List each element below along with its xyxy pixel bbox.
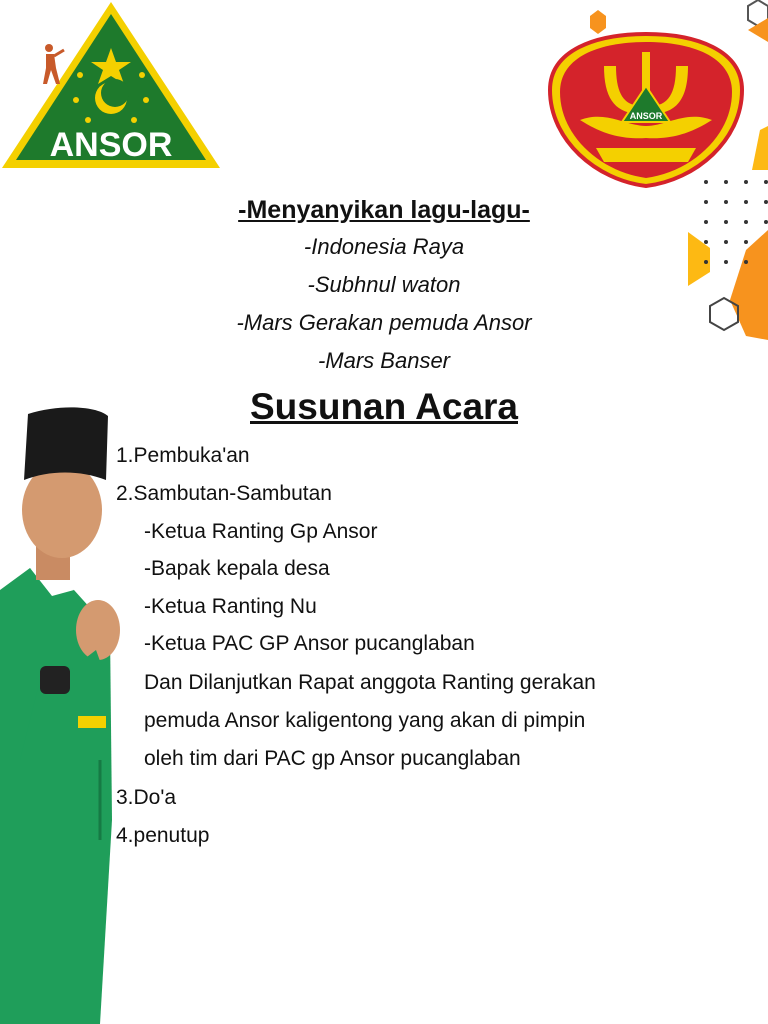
- song-item: -Subhnul waton: [307, 272, 461, 297]
- speaker-item: -Ketua PAC GP Ansor pucanglaban: [144, 632, 475, 655]
- song-item: -Mars Gerakan pemuda Ansor: [236, 310, 532, 335]
- speaker-item: -Bapak kepala desa: [144, 557, 330, 580]
- figure-mark-icon: [40, 42, 66, 86]
- continuation-text: pemuda Ansor kaligentong yang akan di pimpin: [144, 709, 586, 732]
- ansor-logo: [0, 0, 222, 172]
- agenda-item-speeches: 2.Sambutan-Sambutan: [116, 482, 332, 505]
- agenda-title: Susunan Acara: [250, 386, 518, 427]
- agenda-item-prayer: 3.Do'a: [116, 786, 177, 809]
- speaker-item: -Ketua Ranting Nu: [144, 595, 317, 618]
- ansor-logo-text: ANSOR: [49, 126, 173, 164]
- songs-heading: -Menyanyikan lagu-lagu-: [238, 196, 530, 224]
- song-item: -Mars Banser: [317, 348, 451, 373]
- song-item: -Indonesia Raya: [303, 234, 465, 259]
- continuation-text: Dan Dilanjutkan Rapat anggota Ranting gerakan: [144, 671, 596, 694]
- continuation-text: oleh tim dari PAC gp Ansor pucanglaban: [144, 747, 521, 770]
- agenda-item-closing: 4.penutup: [116, 824, 210, 847]
- banser-badge-text: ANSOR: [629, 111, 663, 121]
- agenda-item-opening: 1.Pembuka'an: [116, 444, 250, 467]
- speaker-item: -Ketua Ranting Gp Ansor: [144, 520, 378, 543]
